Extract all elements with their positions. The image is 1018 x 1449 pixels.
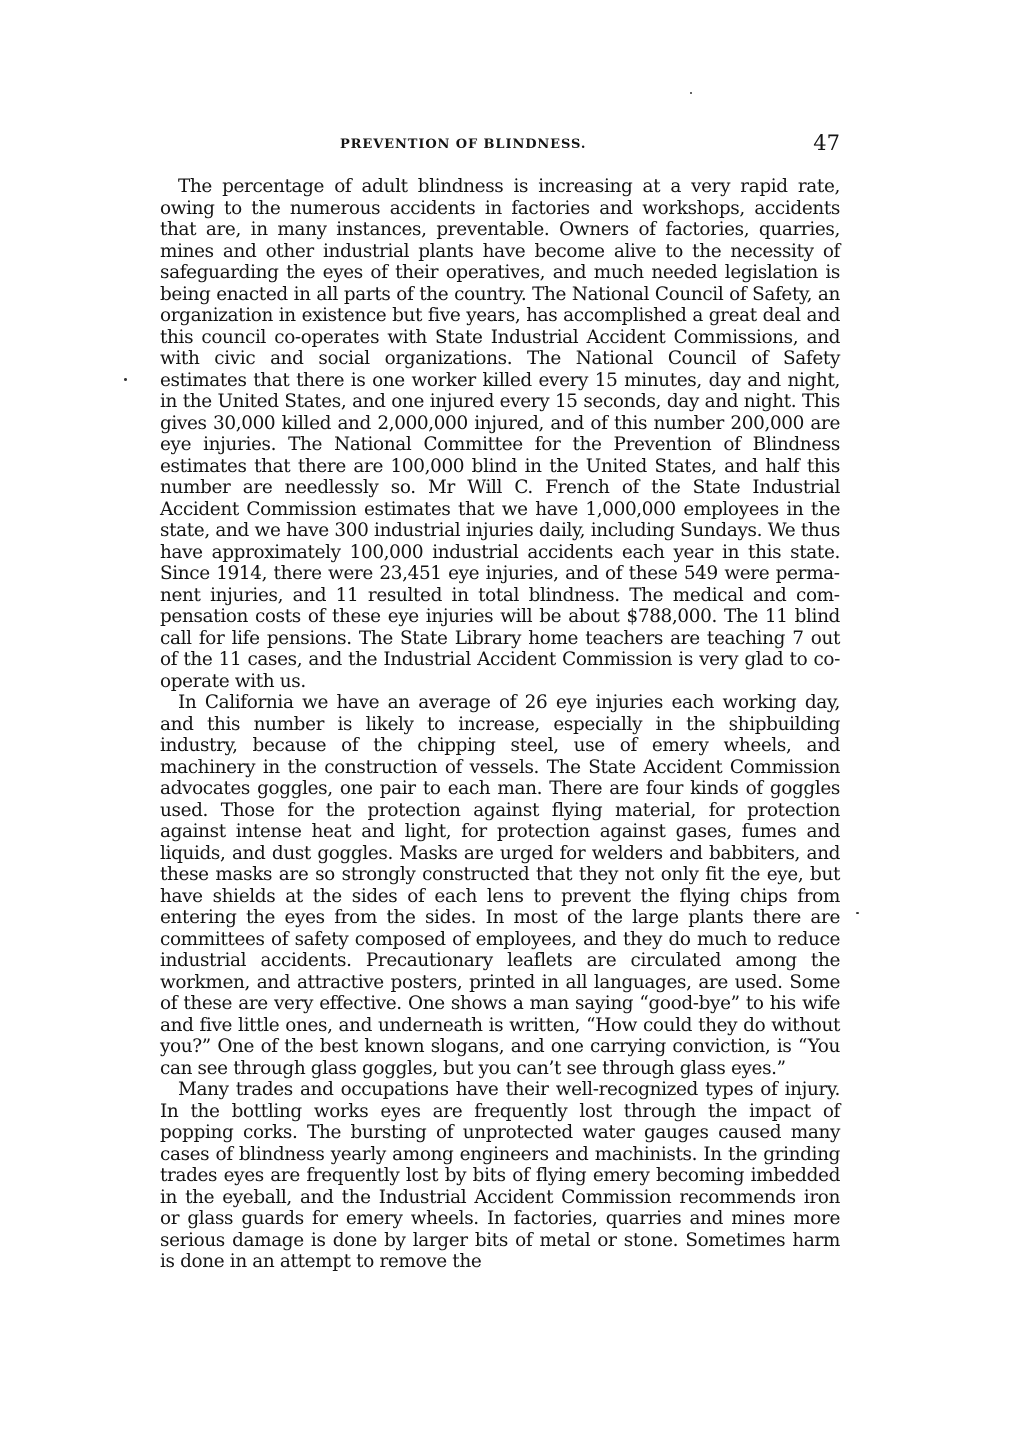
page-number: 47	[813, 131, 840, 155]
print-speck	[124, 378, 127, 381]
paragraph-california-eye-injuries: In California we have an average of 26 eye injuries each working day, and this number is likely to increase, especially in the shipbuilding industry, because of the chipping steel, use of emery wheels, and machinery in the construction of vessels. The State Accident Commission advocates goggles, one pair to each man. There are four kinds of goggles used. Those for the protection against flying material, for protection against intense heat and light, for protection against gases, fumes and liquids, and dust goggles. Masks are urged for welders and babbiters, and these masks are so strongly constructed that they not only fit the eye, but have shields at the sides of each lens to prevent the flying chips from entering the eyes from the sides. In most of the large plants there are committees of safety composed of employees, and they do much to reduce industrial accidents. Precautionary leaflets are circulated among the workmen, and attractive posters, printed in all languages, are used. Some of these are very effective. One shows a man saying “good-bye” to his wife and five little ones, and underneath is written, “How could they do without you?” One of the best known slogans, and one carrying conviction, is “You can see through glass goggles, but you can’t see through glass eyes.”	[160, 692, 840, 1079]
print-speck	[690, 92, 692, 94]
print-speck	[856, 912, 859, 914]
body-text	[160, 176, 840, 1273]
paragraph-trades-and-occupations: Many trades and occupations have their well-recognized types of injury. In the bottling works eyes are frequently lost through the impact of popping corks. The bursting of unprotected water gauges caused many cases of blindness yearly among engineers and machinists. In the grinding trades eyes are frequently lost by bits of flying emery becoming imbedded in the eyeball, and the Industrial Accident Commission recommends iron or glass guards for emery wheels. In factories, quarries and mines more serious damage is done by larger bits of metal or stone. Sometimes harm is done in an attempt to remove the	[160, 1079, 840, 1272]
paragraph-industrial-blindness: The percentage of adult blindness is increasing at a very rapid rate, owing to the numerous accidents in factories and workshops, accidents that are, in many instances, preventable. Owners of factories, quarries, mines and other industrial plants have become alive to the necessity of safeguarding the eyes of their operatives, and much needed legislation is being enacted in all parts of the country. The National Council of Safety, an organization in existence but five years, has accomplished a great deal and this council co-operates with State Industrial Accident Commissions, and with civic and social organizations. The National Council of Safety estimates that there is one worker killed every 15 minutes, day and night, in the United States, and one injured every 15 seconds, day and night. This gives 30,000 killed and 2,000,000 injured, and of this number 200,000 are eye injuries. The National Committee for the Prevention of Blindness estimates that there are 100,000 blind in the United States, and half this number are needlessly so. Mr Will C. French of the State Industrial Accident Commission estimates that we have 1,000,000 employees in the state, and we have 300 industrial injuries daily, including Sundays. We thus have approximately 100,000 industrial accidents each year in this state. Since 1914, there were 23,451 eye injuries, and of these 549 were permanent injuries, and 11 resulted in total blindness. The medical and compensation costs of these eye injuries will be about $788,000. The 11 blind call for life pensions. The State Library home teachers are teaching 7 out of the 11 cases, and the Industrial Accident Commission is very glad to co-operate with us.	[160, 176, 840, 692]
running-head-title: PREVENTION OF BLINDNESS.	[340, 137, 587, 152]
running-head	[160, 131, 840, 159]
